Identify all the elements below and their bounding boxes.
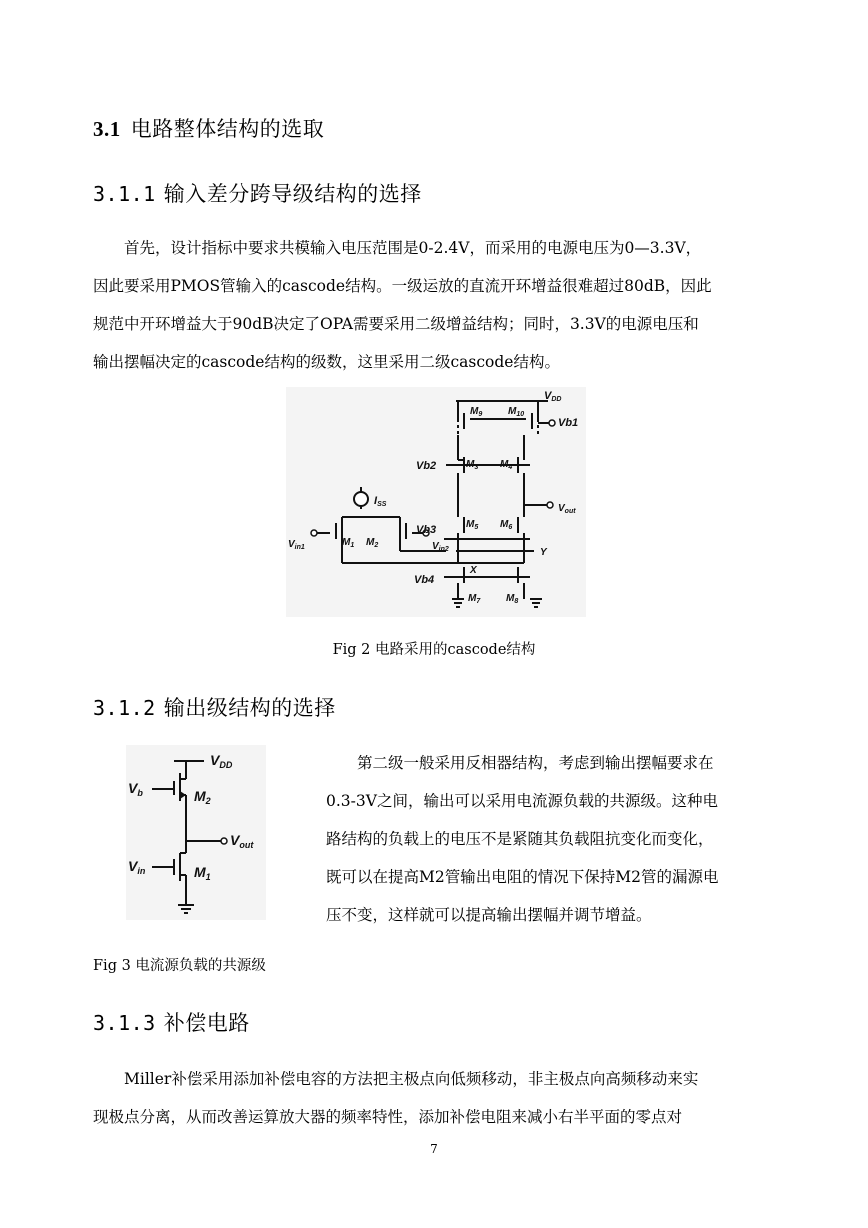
subsection-heading-3 — [93, 1007, 250, 1037]
paragraph-line: 输出摆幅决定的cascode结构的级数，这里采用二级cascode结构。 — [93, 353, 560, 371]
svg-text:M10 — [508, 406, 524, 418]
label-m7-sub: 7 — [476, 598, 481, 605]
section-title: 电路整体结构的选取 — [130, 117, 325, 141]
svg-text:Vin2 — [432, 541, 449, 553]
paragraph-line: 第二级一般采用反相器结构，考虑到输出摆幅要求在 — [357, 754, 714, 772]
label-vin: V — [128, 858, 138, 874]
label-vout-sub: out — [564, 508, 576, 515]
paragraph-line: Miller补偿采用添加补偿电容的方法把主极点向低频移动，非主极点向高频移动来实 — [124, 1070, 699, 1088]
figure-cascode-circuit — [286, 387, 586, 617]
label-m4-sub: 4 — [508, 464, 513, 471]
paragraph-2 — [326, 744, 769, 934]
label-vdd: V — [544, 390, 552, 402]
svg-text:M2 — [366, 537, 378, 549]
label-m6: M — [500, 519, 509, 530]
figure-2-caption: Fig 2 电路采用的cascode结构 — [332, 642, 536, 658]
paragraph-line: 路结构的负载上的电压不是紧随其负载阻抗变化而变化， — [326, 830, 714, 848]
svg-text:M2 — [194, 788, 211, 806]
paragraph-line: 0.3-3V之间，输出可以采用电流源负载的共源级。这种电 — [326, 792, 718, 810]
label-m2-sub: 2 — [205, 796, 211, 806]
label-m9-sub: 9 — [478, 411, 483, 418]
label-vin2: V — [432, 541, 439, 552]
svg-text:VDD — [210, 752, 233, 770]
label-vout: V — [230, 832, 240, 848]
section-number: 3.1 — [93, 117, 121, 141]
label-m6-sub: 6 — [508, 524, 513, 531]
subsection-title: 输出级结构的选择 — [163, 696, 336, 720]
paragraph-line: 既可以在提高M2管输出电阻的情况下保持M2管的漏源电 — [326, 868, 719, 886]
label-vb: V — [128, 780, 138, 796]
svg-text:VDD — [544, 390, 561, 403]
svg-text:ISS — [374, 495, 387, 508]
subsection-number: 3.1.2 — [93, 696, 156, 720]
label-m1: M — [194, 864, 206, 880]
label-vdd: V — [210, 752, 220, 768]
svg-text:M8 — [506, 593, 518, 605]
label-iss: I — [374, 495, 378, 507]
svg-text:Vout — [558, 503, 576, 515]
svg-text:M1 — [342, 537, 354, 549]
svg-text:Vout — [230, 832, 254, 850]
label-m1-sub: 1 — [350, 542, 355, 549]
paragraph-1 — [93, 229, 769, 381]
subsection-heading-1 — [93, 178, 422, 208]
label-m2-sub: 2 — [374, 542, 379, 549]
label-m1-sub: 1 — [205, 872, 211, 882]
label-iss-sub: SS — [377, 501, 387, 508]
svg-text:M3 — [466, 459, 478, 471]
label-m10-sub: 10 — [516, 411, 525, 418]
subsection-heading-2 — [93, 692, 336, 722]
label-m7: M — [468, 593, 477, 604]
svg-text:Vin1 — [288, 539, 305, 551]
label-vin1-sub: in1 — [294, 544, 305, 551]
label-vdd-sub: DD — [551, 396, 562, 403]
svg-text:M1 — [194, 864, 211, 882]
label-vb-sub: b — [137, 788, 143, 798]
svg-text:M5 — [466, 519, 478, 531]
label-m5-sub: 5 — [474, 524, 479, 531]
section-heading — [93, 113, 324, 143]
subsection-number: 3.1.3 — [93, 1011, 156, 1035]
label-m10: M — [508, 406, 517, 417]
label-m3-sub: 3 — [474, 464, 479, 471]
label-vb4: Vb4 — [414, 574, 435, 586]
paragraph-3 — [93, 1060, 769, 1136]
paragraph-line: 首先，设计指标中要求共模输入电压范围是0-2.4V，而采用的电源电压为0—3.3V， — [124, 239, 702, 257]
label-vout: V — [558, 503, 565, 514]
label-m1: M — [342, 537, 351, 548]
label-vin1: V — [288, 539, 295, 550]
label-vout-sub: out — [239, 840, 254, 850]
paragraph-line: 规范中开环增益大于90dB决定了OPA需要采用二级增益结构；同时，3.3V的电源电压和 — [93, 315, 699, 333]
label-vb1: Vb1 — [558, 417, 579, 429]
subsection-number: 3.1.1 — [93, 182, 156, 206]
label-m8: M — [506, 593, 515, 604]
label-node-y: Y — [540, 547, 547, 558]
svg-text:Vin — [128, 858, 146, 876]
page-number: 7 — [430, 1142, 438, 1156]
label-m5: M — [466, 519, 475, 530]
label-vin2-sub: in2 — [438, 546, 449, 553]
label-vb2: Vb2 — [416, 460, 437, 472]
label-vin-sub: in — [137, 866, 146, 876]
label-m2: M — [366, 537, 375, 548]
label-m9: M — [470, 406, 479, 417]
label-m2: M — [194, 788, 206, 804]
svg-text:Vb — [128, 780, 143, 798]
cascode-schematic — [286, 387, 586, 617]
label-m3: M — [466, 459, 475, 470]
paragraph-line: 现极点分离，从而改善运算放大器的频率特性，添加补偿电阻来减小右半平面的零点对 — [93, 1108, 683, 1126]
subsection-title: 输入差分跨导级结构的选择 — [163, 182, 422, 206]
svg-text:M4 — [500, 459, 512, 471]
paragraph-line: 压不变，这样就可以提高输出摆幅并调节增益。 — [326, 906, 652, 924]
svg-text:M6 — [500, 519, 512, 531]
common-source-schematic — [126, 745, 266, 920]
label-m4: M — [500, 459, 509, 470]
svg-text:M9 — [470, 406, 482, 418]
label-vb3: Vb3 — [416, 524, 437, 536]
label-node-x: X — [470, 565, 477, 576]
svg-text:M7 — [468, 593, 481, 605]
subsection-title: 补偿电路 — [163, 1011, 250, 1035]
figure-common-source — [126, 745, 266, 920]
figure-3-caption: Fig 3 电流源负载的共源级 — [93, 958, 266, 974]
paragraph-line: 因此要采用PMOS管输入的cascode结构。一级运放的直流开环增益很难超过80dB，因此 — [93, 277, 712, 295]
label-m8-sub: 8 — [514, 598, 519, 605]
label-vdd-sub: DD — [219, 760, 233, 770]
